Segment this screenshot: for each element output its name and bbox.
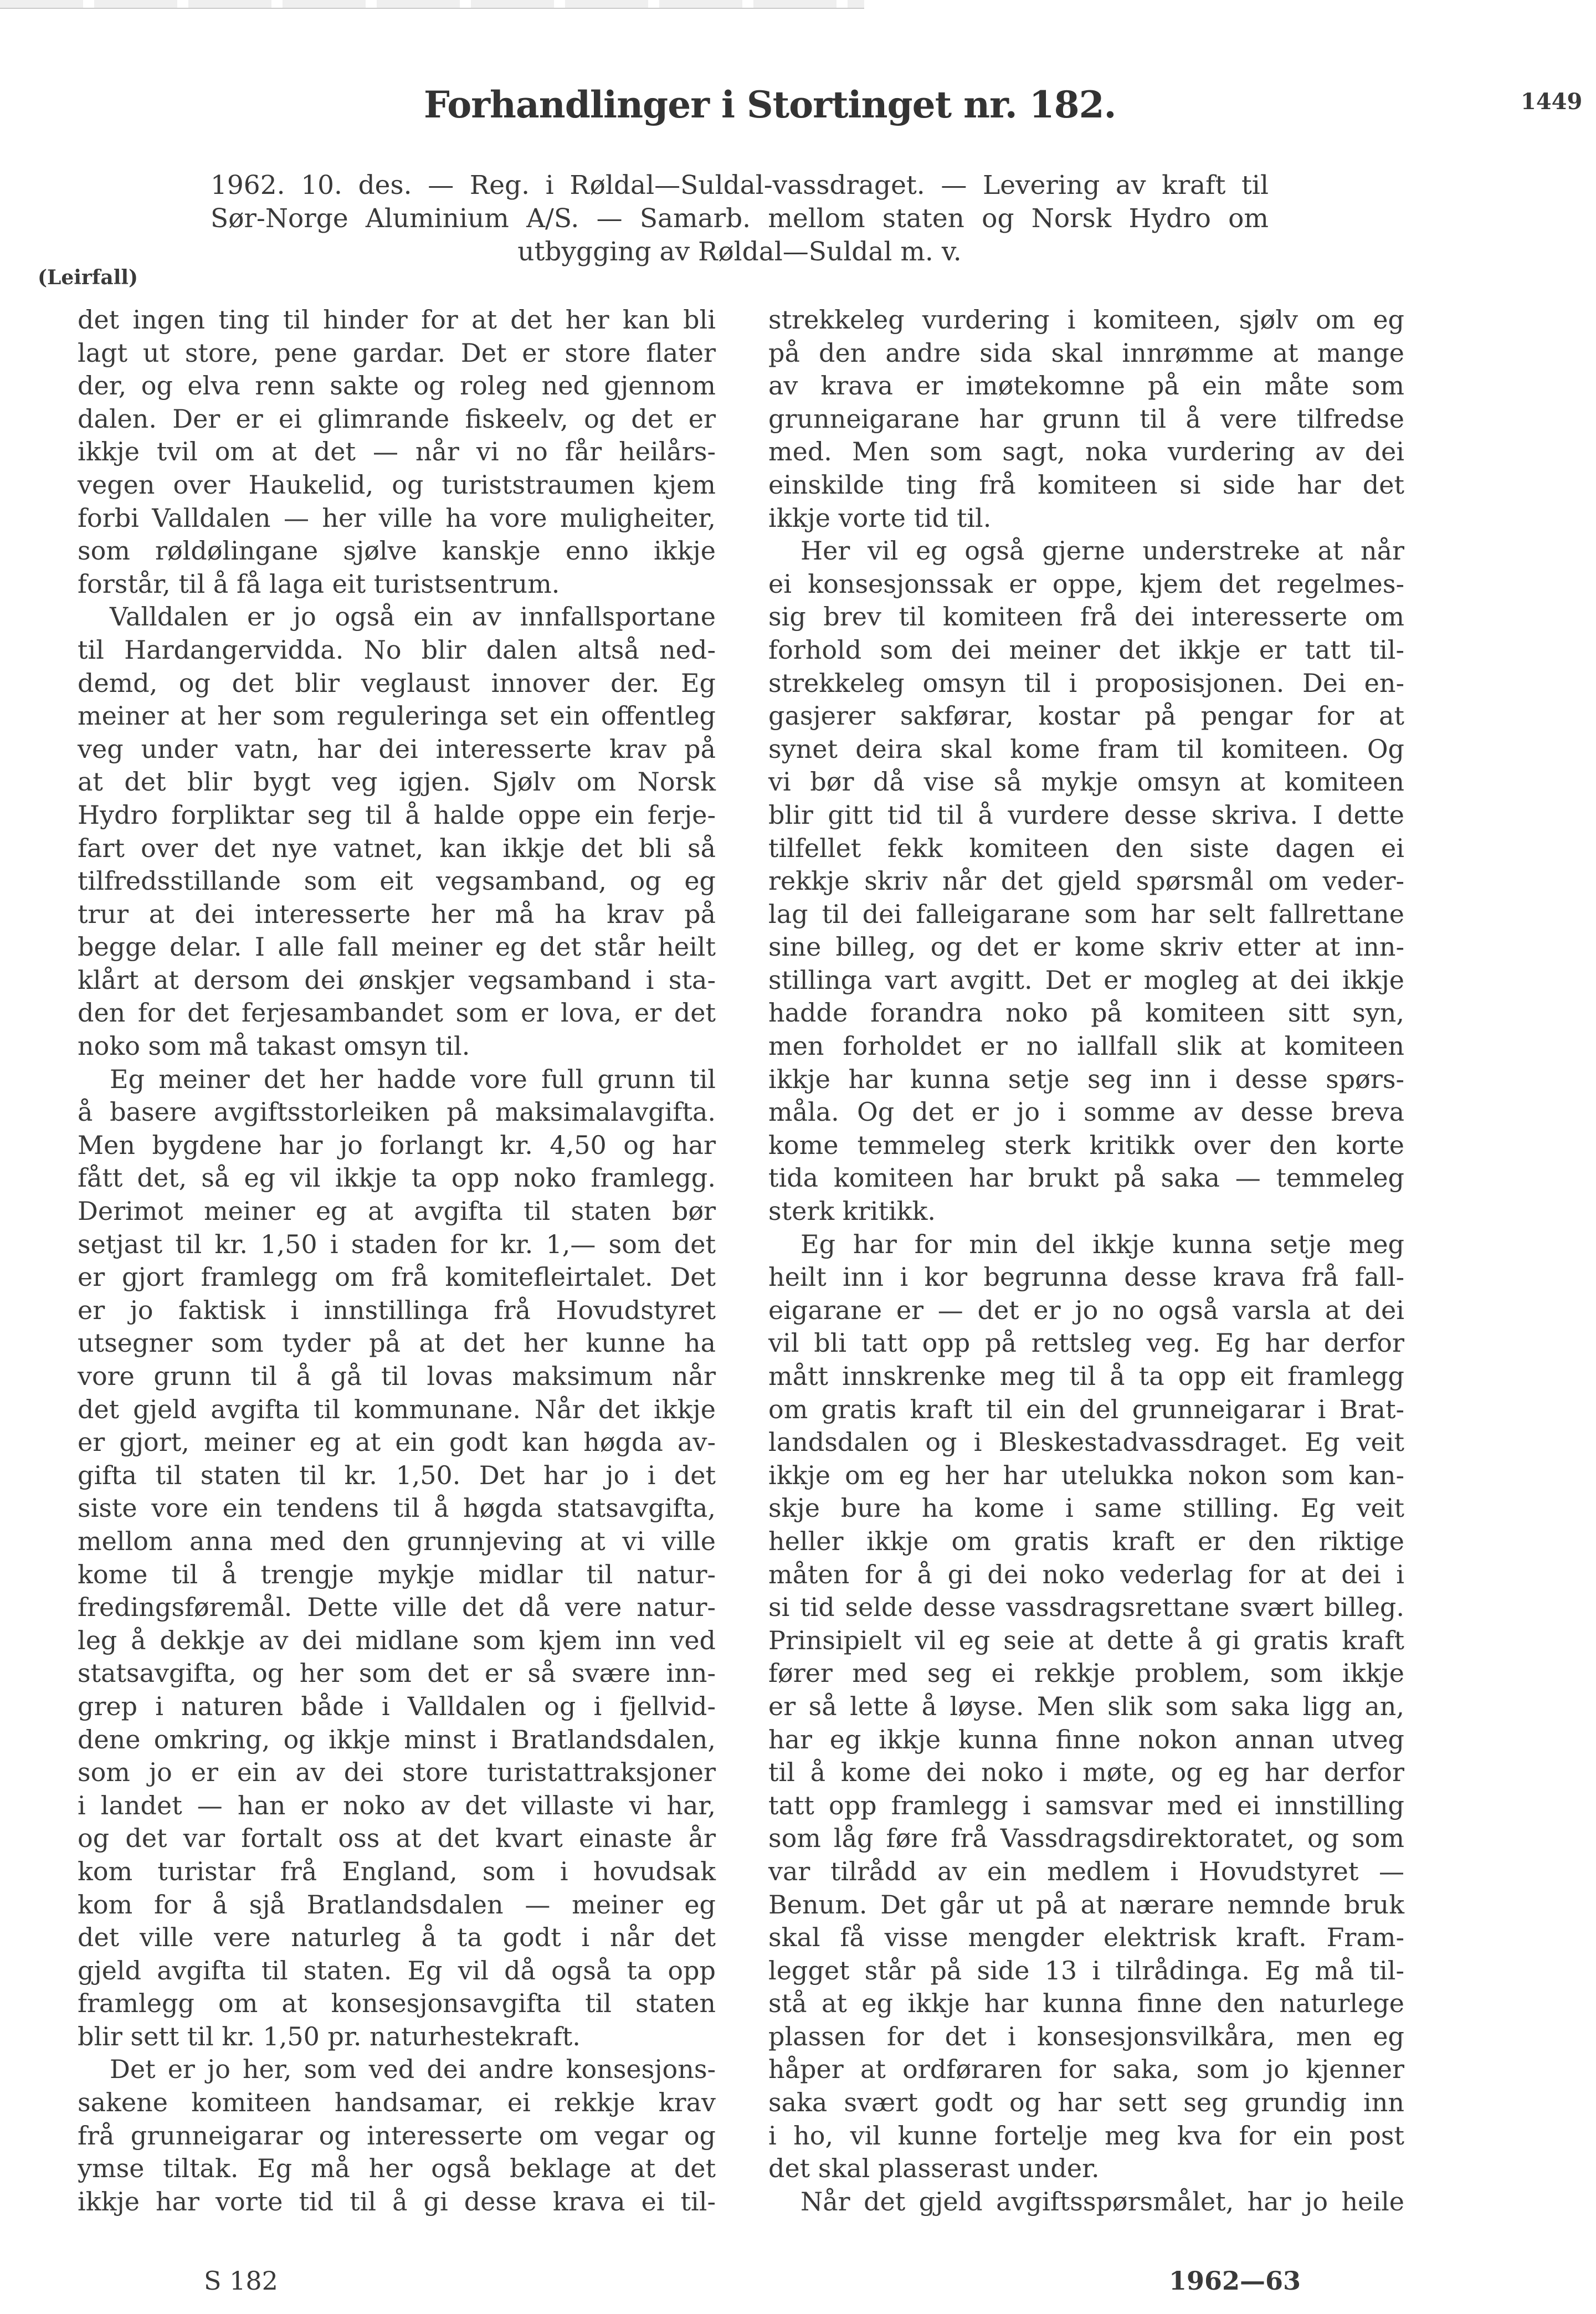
text-line: frå grunneigarar og interesserte om vegar og	[78, 2120, 716, 2151]
subtitle-line: utbygging av Røldal—Suldal m. v.	[517, 237, 962, 267]
text-line: vi bør då vise så mykje omsyn at komiteen	[768, 767, 1404, 797]
text-line: gasjerer sakførar, kostar på pengar for at	[768, 701, 1404, 731]
footer-document-id: S 182	[204, 2266, 278, 2296]
text-line: gjeld avgifta til staten. Eg vil då også ta opp	[78, 1955, 716, 1985]
text-line: tilfellet fekk komiteen den siste dagen ei	[768, 833, 1404, 863]
text-line: ikkje tvil om at det — når vi no får heilårs-	[78, 437, 716, 467]
subtitle-line: Sør-Norge Aluminium A/S. — Samarb. mellom staten og Norsk Hydro om	[211, 203, 1269, 234]
text-line: av krava er imøtekomne på ein måte som	[768, 371, 1404, 401]
session-subtitle	[211, 169, 1269, 269]
text-line: synet deira skal kome fram til komiteen. Og	[768, 733, 1404, 764]
text-line: kome til å trengje mykje midlar til natur-	[78, 1559, 716, 1589]
text-line: framlegg om at konsesjonsavgifta til staten	[78, 1988, 716, 2019]
text-line: å basere avgiftsstorleiken på maksimalavgifta.	[78, 1097, 716, 1127]
text-line: ikkje har vorte tid til å gi desse krava ei til-	[78, 2186, 716, 2216]
text-line: blir gitt tid til å vurdere desse skriva. I dette	[768, 799, 1404, 830]
text-line: er gjort, meiner eg at ein godt kan høgda av-	[78, 1427, 716, 1458]
text-line: ei konsesjonssak er oppe, kjem det regelmes-	[768, 568, 1404, 599]
text-line: landsdalen og i Bleskestadvassdraget. Eg veit	[768, 1427, 1404, 1458]
text-line: meiner at her som reguleringa set ein offentleg	[78, 701, 716, 731]
text-line: Benum. Det går ut på at nærare nemnde bruk	[768, 1889, 1404, 1920]
text-line: siste vore ein tendens til å høgda statsavgifta,	[78, 1493, 716, 1523]
text-line: Prinsipielt vil eg seie at dette å gi gratis kraft	[768, 1625, 1404, 1655]
text-line: skal få visse mengder elektrisk kraft. Fram-	[768, 1922, 1404, 1953]
text-line: den for det ferjesambandet som er lova, er det	[78, 998, 716, 1028]
text-line: gifta til staten til kr. 1,50. Det har jo i det	[78, 1460, 716, 1490]
text-line: måla. Og det er jo i somme av desse breva	[768, 1097, 1404, 1127]
speaker-label: (Leirfall)	[38, 266, 138, 289]
text-line: at det blir bygt veg igjen. Sjølv om Norsk	[78, 767, 716, 797]
text-line: grunneigarane har grunn til å vere tilfredse	[768, 403, 1404, 434]
text-line: til å kome dei noko i møte, og eg har derfor	[768, 1757, 1404, 1788]
text-line: grep i naturen både i Valldalen og i fjellvid-	[78, 1691, 716, 1721]
text-line: lagt ut store, pene gardar. Det er store flater	[78, 337, 716, 368]
text-line: på den andre sida skal innrømme at mange	[768, 337, 1404, 368]
text-line: med. Men som sagt, noka vurdering av dei	[768, 437, 1404, 467]
text-line: er så lette å løyse. Men slik som saka ligg an,	[768, 1691, 1404, 1721]
text-line: legget står på side 13 i tilrådinga. Eg må til-	[768, 1955, 1404, 1985]
text-line: noko som må takast omsyn til.	[78, 1031, 470, 1061]
text-line: tida komiteen har brukt på saka — temmeleg	[768, 1163, 1404, 1193]
text-line: eigarane er — det er jo no også varsla at dei	[768, 1295, 1404, 1325]
text-line: begge delar. I alle fall meiner eg det står heilt	[78, 932, 716, 962]
text-line: forstår, til å få laga eit turistsentrum.	[78, 568, 560, 599]
text-line: der, og elva renn sakte og roleg ned gjennom	[78, 371, 716, 401]
text-line: tatt opp framlegg i samsvar med ei innstilling	[768, 1790, 1404, 1820]
text-line: men forholdet er no iallfall slik at komiteen	[768, 1031, 1404, 1061]
text-line: plassen for det i konsesjonsvilkåra, men eg	[768, 2021, 1404, 2051]
text-line: fart over det nye vatnet, kan ikkje det bli så	[78, 833, 716, 863]
text-line: kom turistar frå England, som i hovudsak	[78, 1856, 716, 1886]
text-line: stå at eg ikkje har kunna finne den naturlege	[768, 1988, 1404, 2019]
text-line: det ville vere naturleg å ta godt i når det	[78, 1922, 716, 1953]
text-line: fører med seg ei rekkje problem, som ikkje	[768, 1658, 1404, 1689]
text-line: ikkje om eg her har utelukka nokon som kan-	[768, 1460, 1404, 1490]
text-line: dene omkring, og ikkje minst i Bratlandsdalen,	[78, 1724, 716, 1754]
text-line: tilfredsstillande som eit vegsamband, og eg	[78, 866, 716, 896]
text-line: sakene komiteen handsamar, ei rekkje krav	[78, 2087, 716, 2118]
text-line: i landet — han er noko av det villaste vi har,	[78, 1790, 716, 1820]
text-line: klårt at dersom dei ønskjer vegsamband i sta-	[78, 964, 716, 995]
text-line: fredingsføremål. Dette ville det då vere natur-	[78, 1592, 716, 1623]
text-line: var tilrådd av ein medlem i Hovudstyret —	[768, 1856, 1404, 1886]
text-line: vil bli tatt opp på rettsleg veg. Eg har derfor	[768, 1328, 1404, 1358]
text-line: Derimot meiner eg at avgifta til staten bør	[78, 1196, 716, 1227]
text-line: lag til dei falleigarane som har selt fallrettane	[768, 899, 1404, 929]
text-line: Det er jo her, som ved dei andre konsesjons-	[110, 2054, 716, 2085]
text-line: kom for å sjå Bratlandsdalen — meiner eg	[78, 1889, 716, 1920]
text-line: leg å dekkje av dei midlane som kjem inn ved	[78, 1625, 716, 1655]
text-line: forhold som dei meiner det ikkje er tatt til-	[768, 634, 1404, 665]
text-line: Når det gjeld avgiftsspørsmålet, har jo heile	[800, 2186, 1404, 2216]
text-line: hadde forandra noko på komiteen sitt syn,	[768, 998, 1404, 1028]
text-line: som låg føre frå Vassdragsdirektoratet, og som	[768, 1823, 1404, 1854]
text-line: er jo faktisk i innstillinga frå Hovudstyret	[78, 1295, 716, 1325]
text-line: ymse tiltak. Eg må her også beklage at det	[78, 2153, 716, 2184]
text-line: dalen. Der er ei glimrande fiskeelv, og det er	[78, 403, 716, 434]
text-line: om gratis kraft til ein del grunneigarar i Brat-	[768, 1394, 1404, 1424]
text-line: Hydro forpliktar seg til å halde oppe ein ferje-	[78, 799, 716, 830]
text-line: utsegner som tyder på at det her kunne ha	[78, 1328, 716, 1358]
text-line: måten for å gi dei noko vederlag for at dei i	[768, 1559, 1404, 1589]
text-line: det skal plasserast under.	[768, 2153, 1100, 2184]
left-text-column	[78, 304, 716, 2218]
text-line: Eg meiner det her hadde vore full grunn til	[110, 1064, 716, 1094]
text-line: Men bygdene har jo forlangt kr. 4,50 og har	[78, 1130, 716, 1160]
text-line: blir sett til kr. 1,50 pr. naturhestekraft.	[78, 2021, 581, 2051]
text-line: rekkje skriv når det gjeld spørsmål om veder-	[768, 866, 1404, 896]
text-line: til Hardangervidda. No blir dalen altså ned-	[78, 634, 716, 665]
text-line: setjast til kr. 1,50 i staden for kr. 1,— som det	[78, 1229, 716, 1259]
text-line: statsavgifta, og her som det er så svære inn-	[78, 1658, 716, 1689]
text-line: det ingen ting til hinder for at det her kan bli	[78, 305, 716, 335]
text-line: demd, og det blir veglaust innover der. Eg	[78, 668, 716, 698]
text-line: sterk kritikk.	[768, 1196, 936, 1227]
scan-artifact-strip	[0, 0, 864, 9]
text-line: forbi Valldalen — her ville ha vore muligheiter,	[78, 502, 716, 533]
text-line: som røldølingane sjølve kanskje enno ikkje	[78, 536, 716, 566]
footer-session-years: 1962—63	[1169, 2266, 1301, 2296]
text-line: einskilde ting frå komiteen si side har det	[768, 469, 1404, 500]
text-line: saka svært godt og har sett seg grundig inn	[768, 2087, 1404, 2118]
text-line: heilt inn i kor begrunna desse krava frå fall-	[768, 1262, 1404, 1292]
text-line: har eg ikkje kunna finne nokon annan utveg	[768, 1724, 1404, 1754]
text-line: veg under vatn, har dei interesserte krav på	[78, 733, 716, 764]
text-line: Valldalen er jo også ein av innfallsportane	[110, 602, 716, 632]
text-line: kome temmeleg sterk kritikk over den korte	[768, 1130, 1404, 1160]
text-line: heller ikkje om gratis kraft er den riktige	[768, 1526, 1404, 1556]
text-line: trur at dei interesserte her må ha krav på	[78, 899, 716, 929]
page-title: Forhandlinger i Stortinget nr. 182.	[424, 83, 1116, 126]
text-line: fått det, så eg vil ikkje ta opp noko framlegg.	[78, 1163, 716, 1193]
text-line: si tid selde desse vassdragsrettane svært billeg.	[768, 1592, 1404, 1623]
text-line: ikkje vorte tid til.	[768, 502, 992, 533]
text-line: strekkeleg vurdering i komiteen, sjølv om eg	[768, 305, 1404, 335]
subtitle-line: 1962. 10. des. — Reg. i Røldal—Suldal-vassdraget. — Levering av kraft til	[211, 170, 1269, 201]
text-line: sig brev til komiteen frå dei interesserte om	[768, 602, 1404, 632]
right-text-column	[768, 304, 1404, 2218]
text-line: mått innskrenke meg til å ta opp eit framlegg	[768, 1361, 1404, 1391]
text-line: stillinga vart avgitt. Det er mogleg at dei ikkje	[768, 964, 1404, 995]
text-line: ikkje har kunna setje seg inn i desse spørs-	[768, 1064, 1404, 1094]
text-line: vegen over Haukelid, og turiststraumen kjem	[78, 469, 716, 500]
text-line: og det var fortalt oss at det kvart einaste år	[78, 1823, 716, 1854]
text-line: som jo er ein av dei store turistattraksjoner	[78, 1757, 716, 1788]
text-line: vore grunn til å gå til lovas maksimum når	[78, 1361, 716, 1391]
text-line: det gjeld avgifta til kommunane. Når det ikkje	[78, 1394, 716, 1424]
text-line: strekkeleg omsyn til i proposisjonen. Dei en-	[768, 668, 1404, 698]
text-line: Her vil eg også gjerne understreke at når	[800, 536, 1404, 566]
text-line: håper at ordføraren for saka, som jo kjenner	[768, 2054, 1404, 2085]
text-line: er gjort framlegg om frå komitefleirtalet. Det	[78, 1262, 716, 1292]
text-line: skje bure ha kome i same stilling. Eg veit	[768, 1493, 1404, 1523]
page-number: 1449	[1521, 89, 1583, 115]
text-line: sine billeg, og det er kome skriv etter at inn-	[768, 932, 1404, 962]
text-line: i ho, vil kunne fortelje meg kva for ein post	[768, 2120, 1404, 2151]
text-line: mellom anna med den grunnjeving at vi ville	[78, 1526, 716, 1556]
text-line: Eg har for min del ikkje kunna setje meg	[800, 1229, 1404, 1259]
